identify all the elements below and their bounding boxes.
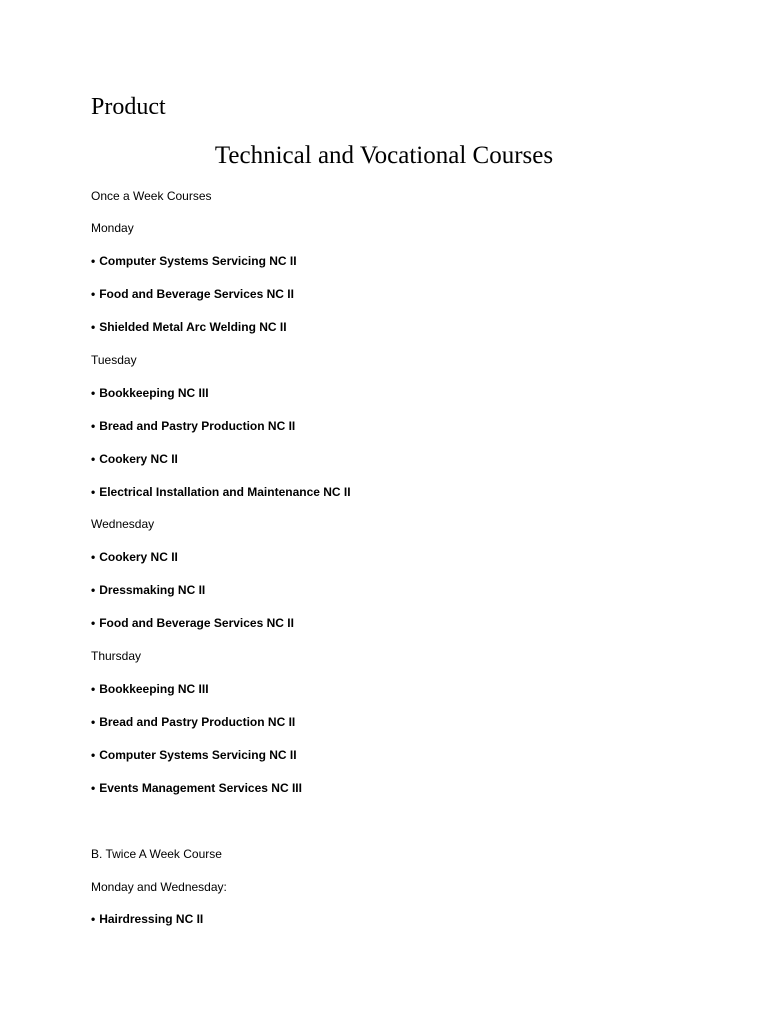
course-item [91,385,209,401]
course-item [91,911,203,927]
bullet-icon: • [91,912,96,926]
course-name: Hairdressing NC II [99,912,204,926]
course-item [91,747,297,763]
section-text: Monday and Wednesday: [91,880,227,894]
bullet-icon: • [91,485,96,499]
course-name: Cookery NC II [99,452,178,466]
course-name: Bread and Pastry Production NC II [99,715,296,729]
bullet-icon: • [91,616,96,630]
section-label [91,879,227,895]
section-text: Once a Week Courses [91,189,212,203]
course-item [91,714,295,730]
bullet-icon: • [91,715,96,729]
course-item [91,418,295,434]
course-name: Events Management Services NC III [99,781,302,795]
course-item [91,451,178,467]
bullet-icon: • [91,550,96,564]
course-name: Food and Beverage Services NC II [99,287,294,301]
course-item [91,615,294,631]
bullet-icon: • [91,254,96,268]
course-name: Bookkeeping NC III [99,682,209,696]
bullet-icon: • [91,287,96,301]
section-text: Tuesday [91,353,137,367]
course-name: Dressmaking NC II [99,583,206,597]
bullet-icon: • [91,452,96,466]
course-item [91,780,302,796]
section-label [91,188,212,204]
bullet-icon: • [91,583,96,597]
bullet-icon: • [91,419,96,433]
course-name: Cookery NC II [99,550,178,564]
course-name: Food and Beverage Services NC II [99,616,294,630]
course-item [91,582,205,598]
section-label [91,648,141,664]
course-item [91,681,209,697]
course-name: Computer Systems Servicing NC II [99,748,297,762]
course-item [91,549,178,565]
section-text: B. Twice A Week Course [91,847,222,861]
section-text: Thursday [91,649,142,663]
course-name: Bookkeeping NC III [99,386,209,400]
course-name: Computer Systems Servicing NC II [99,254,297,268]
course-name: Shielded Metal Arc Welding NC II [99,320,287,334]
section-label [91,352,137,368]
bullet-icon: • [91,748,96,762]
bullet-icon: • [91,781,96,795]
course-item [91,286,294,302]
course-item [91,253,297,269]
section-text: Wednesday [91,517,155,531]
course-name: Electrical Installation and Maintenance NC II [99,485,351,499]
section-label [91,220,134,236]
course-item [91,319,287,335]
bullet-icon: • [91,320,96,334]
section-text: Monday [91,221,134,235]
bullet-icon: • [91,386,96,400]
bullet-icon: • [91,682,96,696]
product-label: Product [91,94,166,120]
course-item [91,484,351,500]
section-label [91,516,154,532]
section-label [91,846,222,862]
course-name: Bread and Pastry Production NC II [99,419,296,433]
page-title: Technical and Vocational Courses [214,142,554,169]
